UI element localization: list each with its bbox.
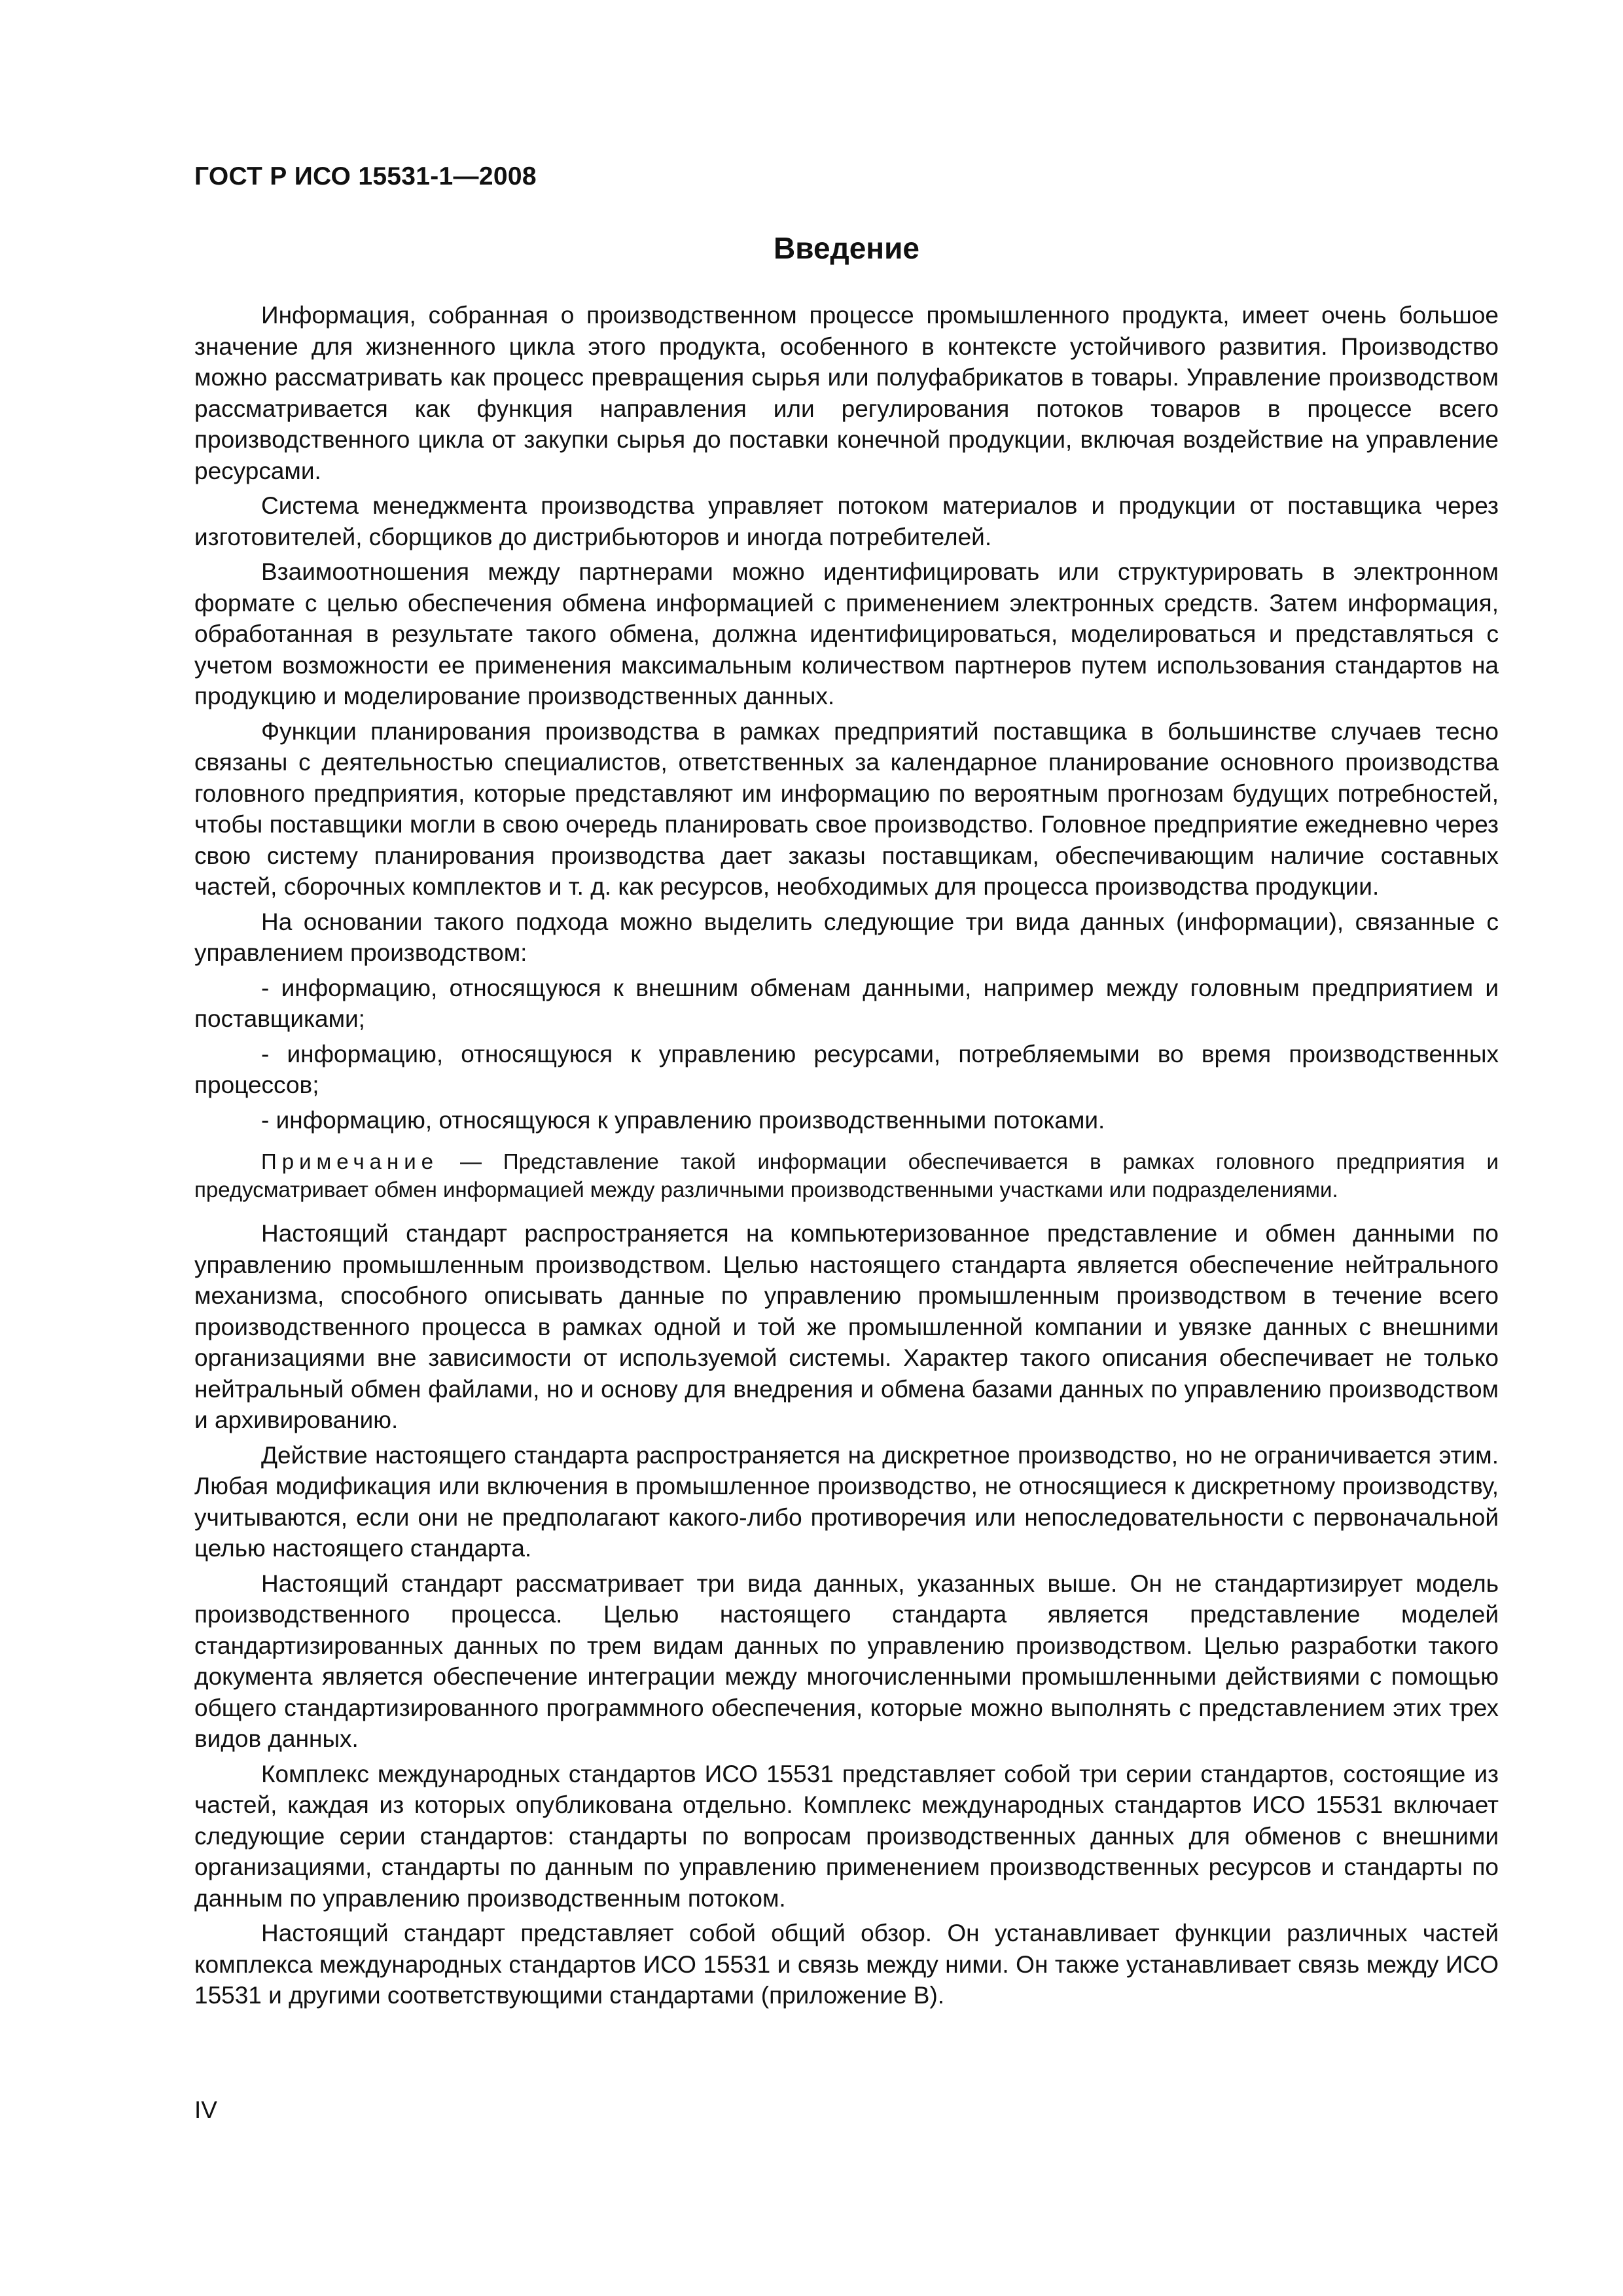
paragraph: Настоящий стандарт представляет собой общий обзор. Он устанавливает функции различных частей комплекса международных стандартов ИСО 15531 и связь между ними. Он также устанавливает связь между ИСО 15531 и другими соответствующими стандартами (приложение В). <box>194 1920 1499 2009</box>
note-label: Примечание <box>261 1149 439 1174</box>
paragraph: Система менеджмента производства управляет потоком материалов и продукции от поставщика через изготовителей, сборщиков до дистрибьюторов и иногда потребителей. <box>194 492 1499 550</box>
paragraph: Настоящий стандарт распространяется на компьютеризованное представление и обмен данными по управлению промышленным производством. Целью настоящего стандарта является обеспечение нейтрального механизма, способного описывать данные по управлению промышленным производством в течение всего производственного процесса в рамках одной и той же промышленной компании и увязке данных с внешними организациями вне зависимости от используемой системы. Характер такого описания обеспечивает не только нейтральный обмен файлами, но и основу для внедрения и обмена базами данных по управлению производством и архивированию. <box>194 1220 1499 1433</box>
list-item: - информацию, относящуюся к управлению производственными потоками. <box>261 1106 1105 1134</box>
page-number: IV <box>194 2096 217 2123</box>
list-item: - информацию, относящуюся к управлению ресурсами, потребляемыми во время производственных процессов; <box>194 1040 1499 1098</box>
section-title: Введение <box>774 231 919 265</box>
paragraph: Комплекс международных стандартов ИСО 15531 представляет собой три серии стандартов, состоящие из частей, каждая из которых опубликована отдельно. Комплекс международных стандартов ИСО 15531 включает следующие серии стандартов: стандарты по вопросам производственных данных для обменов с внешними организациями, стандарты по данным по управлению применением производственных ресурсов и стандарты по данным по управлению производственным потоком. <box>194 1760 1499 1912</box>
paragraph: Настоящий стандарт рассматривает три вида данных, указанных выше. Он не стандартизирует модель производственного процесса. Целью настоящего стандарта является представление моделей стандартизированных данных по трем видам данных по управлению производством. Целью разработки такого документа является обеспечение интеграции между многочисленными промышленными действиями с помощью общего стандартизированного программного обеспечения, которые можно выполнять с представлением этих трех видов данных. <box>194 1570 1499 1752</box>
paragraph: На основании такого подхода можно выделить следующие три вида данных (информации), связанные с управлением производством: <box>194 908 1499 966</box>
list-item: - информацию, относящуюся к внешним обменам данными, например между головным предприятием и поставщиками; <box>194 974 1499 1032</box>
body-text <box>194 300 1499 2015</box>
paragraph: Информация, собранная о производственном процессе промышленного продукта, имеет очень большое значение для жизненного цикла этого продукта, особенного в контексте устойчивого развития. Производство можно рассматривать как процесс превращения сырья или полуфабрикатов в товары. Управление производством рассматривается как функция направления или регулирования потоков товаров в процессе всего производственного цикла от закупки сырья до поставки конечной продукции, включая воздействие на управление ресурсами. <box>194 302 1499 484</box>
paragraph: Действие настоящего стандарта распространяется на дискретное производство, но не ограничивается этим. Любая модификация или включения в промышленное производство, не относящиеся к дискретному производству, учитываются, если они не предполагают какого-либо противоречия или непоследовательности с первоначальной целью настоящего стандарта. <box>194 1441 1499 1562</box>
paragraph: Взаимоотношения между партнерами можно идентифицировать или структурировать в электронном формате с целью обеспечения обмена информацией с применением электронных средств. Затем информация, обработанная в результате такого обмена, должна идентифицироваться, моделироваться и представляться с учетом возможности ее применения максимальным количеством партнеров путем использования стандартов на продукцию и моделирование производственных данных. <box>194 558 1499 709</box>
note-text: — Представление такой информации обеспечивается в рамках головного предприятия и предусматривает обмен информацией между различными производственными участками или подразделениями. <box>194 1149 1499 1202</box>
paragraph: Функции планирования производства в рамках предприятий поставщика в большинстве случаев тесно связаны с деятельностью специалистов, ответственных за календарное планирование основного производства головного предприятия, которые представляют им информацию по вероятным прогнозам будущих потребностей, чтобы поставщики могли в свою очередь планировать свое производство. Головное предприятие ежедневно через свою систему планирования производства дает заказы поставщикам, обеспечивающим наличие составных частей, сборочных комплектов и т. д. как ресурсов, необходимых для процесса производства продукции. <box>194 717 1499 900</box>
note <box>194 1147 1499 1204</box>
document-code-header: ГОСТ Р ИСО 15531-1—2008 <box>194 162 537 190</box>
